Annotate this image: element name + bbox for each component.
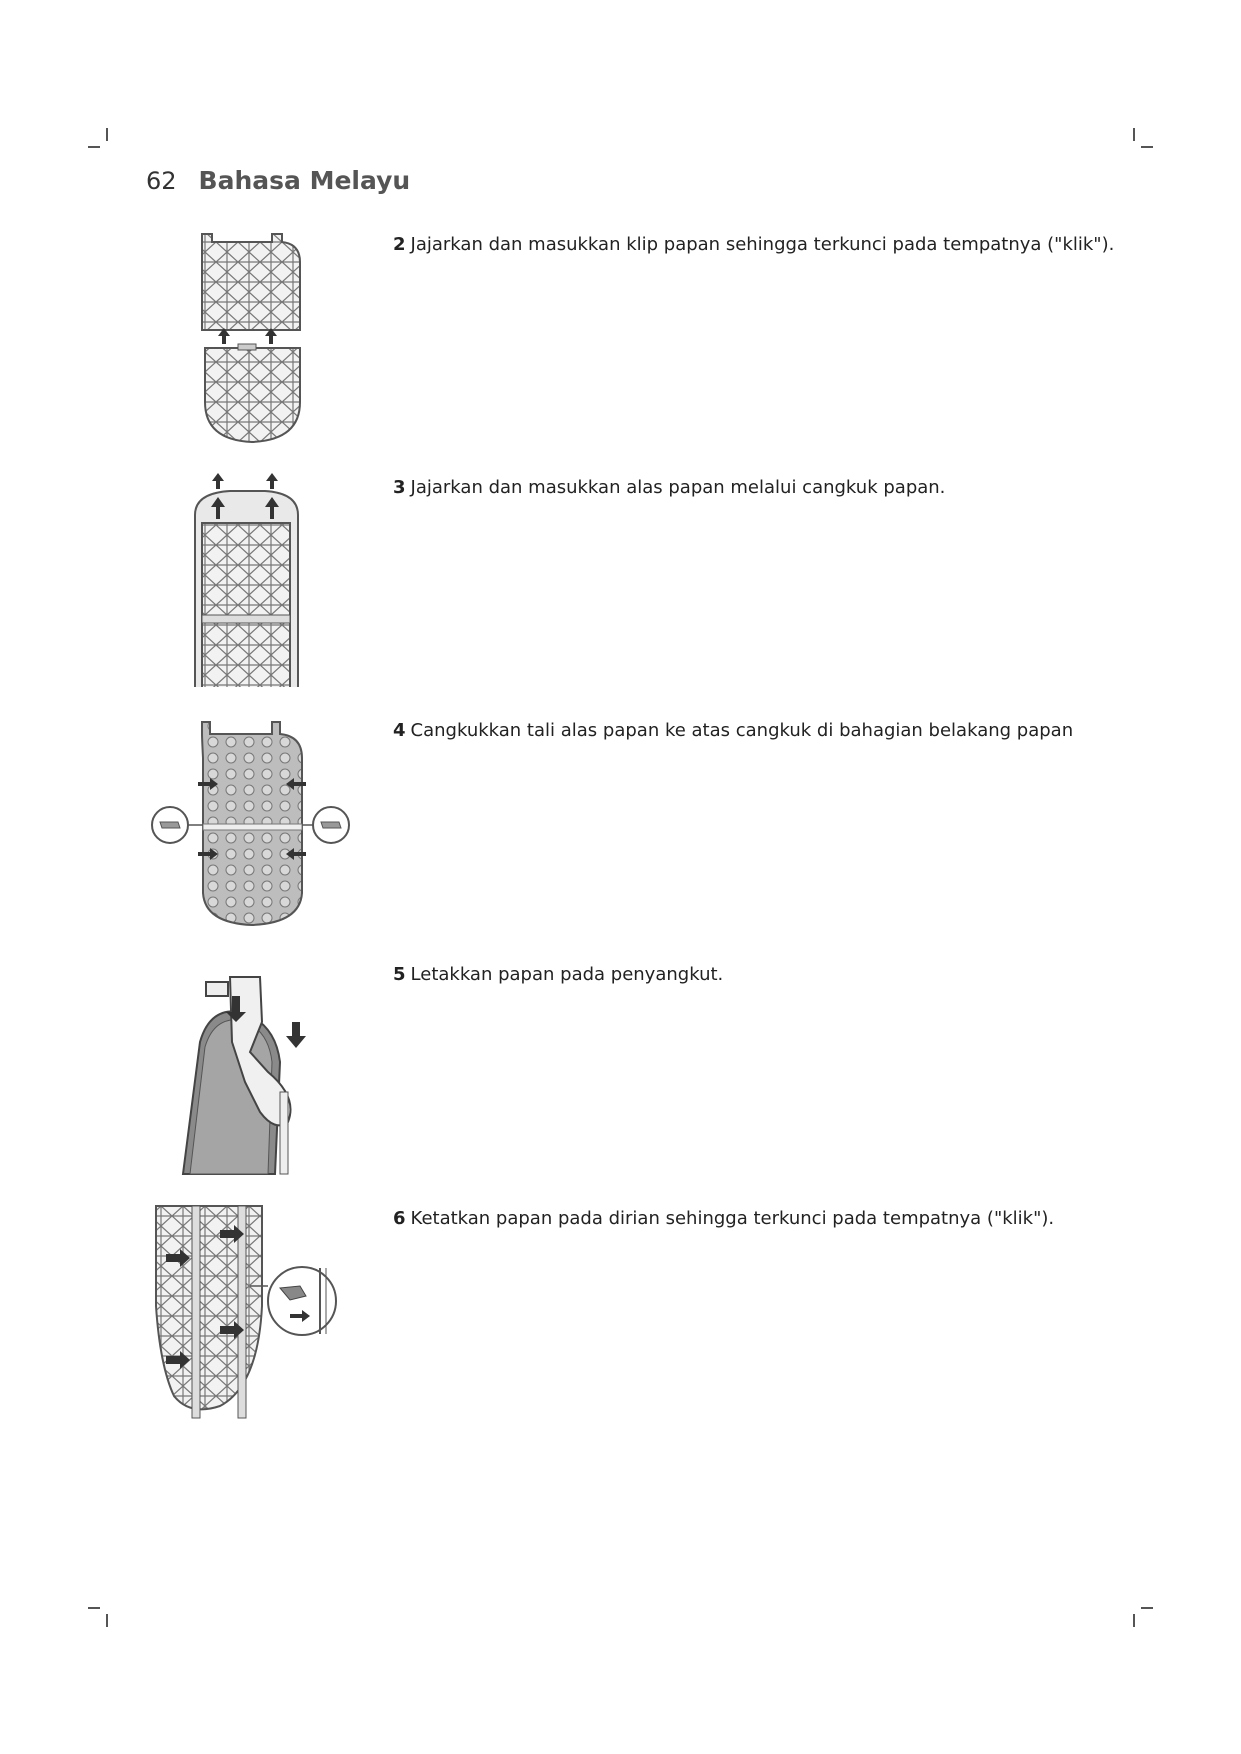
step-number: 5: [393, 964, 406, 985]
page-title: Bahasa Melayu: [198, 166, 411, 195]
board-strap-illustration: [150, 718, 350, 933]
step-5-text: [393, 964, 723, 985]
step-3-text: [393, 477, 945, 498]
crop-mark: [1141, 146, 1153, 148]
step-4-text: [393, 720, 1073, 741]
step-number: 3: [393, 477, 406, 498]
step-instruction: Cangkukkan tali alas papan ke atas cangkuk di bahagian belakang papan: [410, 720, 1074, 741]
step-2: [0, 232, 1241, 452]
crop-mark: [1133, 128, 1135, 141]
board-clip-illustration: [150, 232, 350, 447]
crop-mark: [106, 1614, 108, 1627]
board-hanger-drawing: [150, 962, 350, 1177]
board-strap-drawing: [150, 718, 350, 933]
step-2-text: [393, 234, 1114, 255]
step-number: 4: [393, 720, 406, 741]
step-instruction: Jajarkan dan masukkan klip papan sehingga terkunci pada tempatnya ("klik").: [410, 234, 1115, 255]
board-stand-illustration: [150, 1206, 350, 1421]
crop-mark: [1141, 1607, 1153, 1609]
board-cover-drawing: [150, 475, 350, 690]
step-3: [0, 475, 1241, 695]
board-stand-drawing: [150, 1206, 350, 1421]
crop-mark: [88, 1607, 100, 1609]
step-6-text: [393, 1208, 1054, 1229]
crop-mark: [106, 128, 108, 141]
step-5: [0, 962, 1241, 1182]
step-instruction: Letakkan papan pada penyangkut.: [410, 964, 724, 985]
step-number: 6: [393, 1208, 406, 1229]
page-header: [146, 166, 410, 195]
crop-mark: [88, 146, 100, 148]
step-instruction: Ketatkan papan pada dirian sehingga terkunci pada tempatnya ("klik").: [410, 1208, 1055, 1229]
crop-mark: [1133, 1614, 1135, 1627]
step-number: 2: [393, 234, 406, 255]
board-clip-drawing: [150, 232, 350, 447]
step-6: [0, 1206, 1241, 1426]
board-hanger-illustration: [150, 962, 350, 1177]
page-number: 62: [146, 167, 177, 195]
board-cover-illustration: [150, 475, 350, 690]
step-instruction: Jajarkan dan masukkan alas papan melalui cangkuk papan.: [410, 477, 946, 498]
step-4: [0, 718, 1241, 938]
